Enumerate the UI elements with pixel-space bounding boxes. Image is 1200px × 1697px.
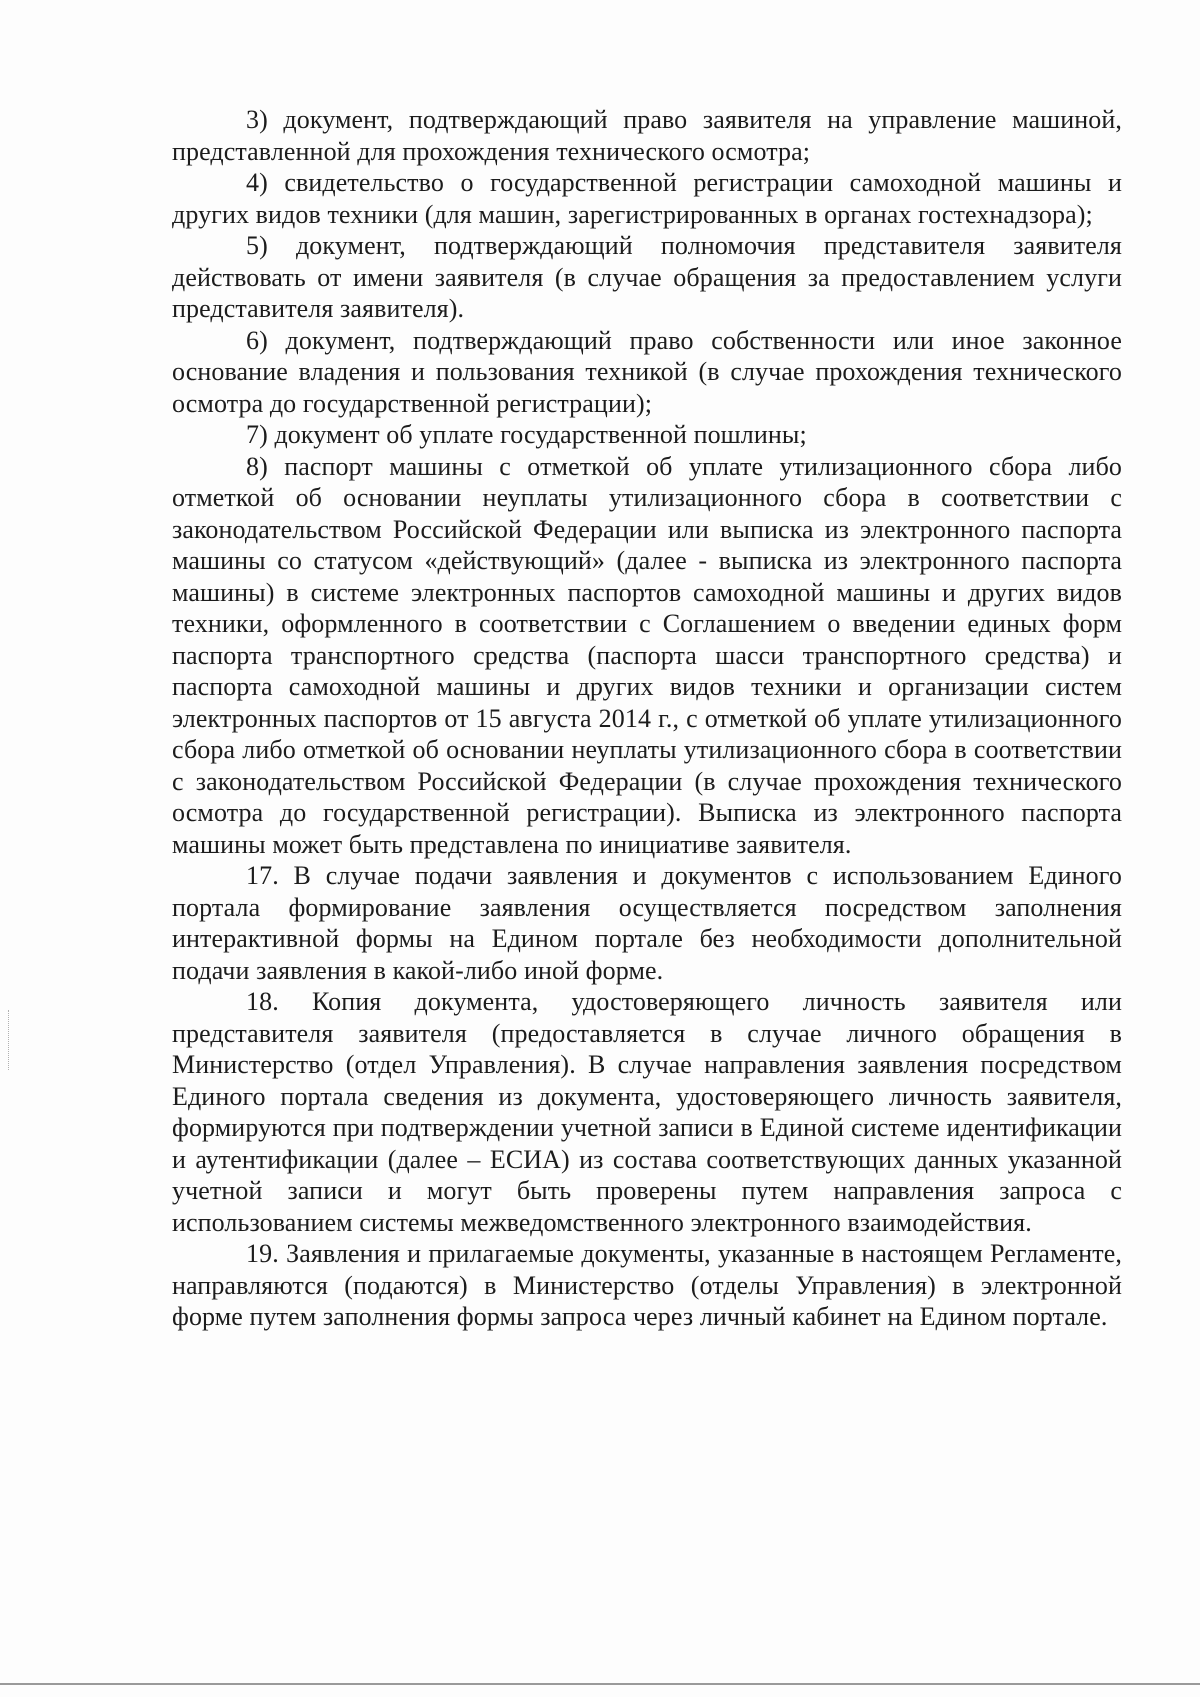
paragraph-item-5: 5) документ, подтверждающий полномочия представителя заявителя действовать от имени заявителя (в случае обращения за предоставлением услуги представителя заявителя). (172, 231, 1122, 323)
paragraph-item-4: 4) свидетельство о государственной регистрации самоходной машины и других видов техники (для машин, зарегистрированных в органах гостехнадзора); (172, 168, 1122, 229)
paragraph-clause-19: 19. Заявления и прилагаемые документы, указанные в настоящем Регламенте, направляются (подаются) в Министерство (отделы Управления) в электронной форме путем заполнения формы запроса через личный кабинет на Едином портале. (172, 1239, 1122, 1331)
paragraph-clause-17: 17. В случае подачи заявления и документов с использованием Единого портала формирование заявления осуществляется посредством заполнения интерактивной формы на Едином портале без необходимости дополнительной подачи заявления в какой-либо иной форме. (172, 861, 1122, 985)
paragraph-clause-18: 18. Копия документа, удостоверяющего личность заявителя или представителя заявителя (предоставляется в случае личного обращения в Министерство (отдел Управления). В случае направления заявления посредством Единого портала сведения из документа, удостоверяющего личность заявителя, формируются при подтверждении учетной записи в Единой системе идентификации и аутентификации (далее – ЕСИА) из состава соответствующих данных указанной учетной записи и могут быть проверены путем направления запроса с использованием системы межведомственного электронного взаимодействия. (172, 987, 1122, 1237)
paragraph-item-8: 8) паспорт машины с отметкой об уплате утилизационного сбора либо отметкой об основании неуплаты утилизационного сбора в соответствии с законодательством Российской Федерации или выписка из электронного паспорта машины со статусом «действующий» (далее - выписка из электронного паспорта машины) в системе электронных паспортов самоходной машины и других видов техники, оформленного в соответствии с Соглашением о введении единых форм паспорта транспортного средства (паспорта шасси транспортного средства) и паспорта самоходной машины и других видов техники и организации систем электронных паспортов от 15 августа 2014 г., с отметкой об уплате утилизационного сбора либо отметкой об основании неуплаты утилизационного сбора в соответствии с законодательством Российской Федерации (в случае прохождения технического осмотра до государственной регистрации). Выписка из электронного паспорта машины может быть представлена по инициативе заявителя. (172, 451, 1122, 859)
page-bottom-edge (0, 1683, 1200, 1685)
scan-edge-mark (8, 1010, 10, 1070)
paragraph-item-3: 3) документ, подтверждающий право заявителя на управление машиной, представленной для прохождения технического осмотра; (172, 105, 1122, 166)
paragraph-item-6: 6) документ, подтверждающий право собственности или иное законное основание владения и пользования техникой (в случае прохождения технического осмотра до государственной регистрации); (172, 325, 1122, 418)
document-body (172, 104, 1122, 1333)
paragraph-item-7: 7) документ об уплате государственной пошлины; (246, 420, 807, 449)
